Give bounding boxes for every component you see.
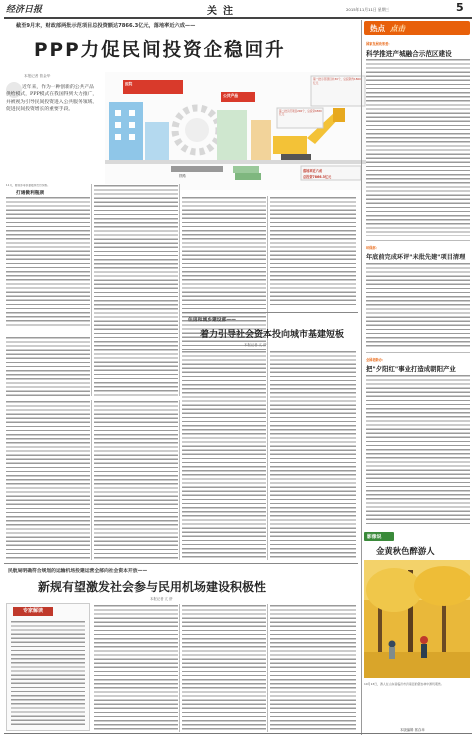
second-body-col-1 bbox=[182, 350, 266, 560]
figure-label-hospital: 医院 bbox=[125, 82, 133, 86]
sidebar-title-accent: 点击 bbox=[390, 24, 405, 33]
bottom-body-col-3 bbox=[270, 604, 356, 732]
lead-body-col-1: 11月，财政部等部委陆续出台实施。 打通微利瓶颈 bbox=[6, 184, 90, 396]
photo-image bbox=[364, 560, 470, 678]
bottom-byline: 本报记者 亢 舒 bbox=[150, 597, 173, 601]
second-headline: 着力引导社会资本投向城市基建短板 bbox=[200, 330, 345, 340]
date-line: 2015年11月11日 星期三 bbox=[346, 7, 390, 12]
second-body-col-2 bbox=[270, 350, 356, 560]
lead-intro: 近年来，作为一种创新的公共产品供给模式，PPP模式在我国得到大力推广，并被视为引导民间投资进入公共服务领域、促进民间投资增长的重要手段。 bbox=[6, 85, 98, 113]
photo-caption: 10月13日，游人在山东省临沂市沂南县的银杏林中游玩观赏。 bbox=[364, 682, 444, 686]
sidebar-item-3-body bbox=[366, 374, 470, 526]
expert-box-title: 专家解读 bbox=[13, 607, 53, 616]
figure-banner-second: 第二批示范项目206个，总投资6589亿元 bbox=[279, 110, 322, 117]
paper-name: 经济日报 bbox=[6, 5, 43, 15]
masthead bbox=[0, 0, 476, 17]
masthead-rule bbox=[4, 17, 472, 19]
bottom-body-col-2 bbox=[182, 604, 266, 732]
sidebar-item-1-kicker: 国家发展改革委： bbox=[366, 42, 392, 46]
lead-kicker: 截至9月末，财政部两批示范项目总投资额达7866.3亿元，落地率近六成—— bbox=[16, 23, 196, 29]
sidebar-title: 热点 bbox=[370, 24, 385, 33]
bottom-story-rule bbox=[4, 563, 358, 564]
footer-editors: 本版编辑 郭存举 bbox=[400, 728, 425, 732]
figure-label-city: 公共产品 bbox=[223, 93, 239, 98]
second-story-rule bbox=[182, 312, 358, 313]
bottom-kicker: 民航局明确符合规划的运输机场投建运营全部向社会资本开放—— bbox=[8, 569, 148, 574]
expert-box bbox=[6, 603, 90, 731]
sidebar-item-1-body bbox=[366, 58, 470, 236]
lead-col-1-lines bbox=[6, 196, 90, 326]
footer-rule bbox=[4, 733, 472, 734]
page-number: 5 bbox=[456, 1, 464, 14]
photo-column-header bbox=[364, 532, 470, 541]
lead-body-col-2-cont bbox=[94, 400, 178, 560]
ginkgo-photo-svg bbox=[364, 560, 470, 678]
expert-box-lines bbox=[11, 620, 85, 728]
lead-body-col-4 bbox=[270, 196, 356, 308]
figure-stat-b: 总投资7866.3亿元 bbox=[303, 175, 332, 179]
col-divider bbox=[179, 400, 180, 560]
col-divider bbox=[267, 604, 268, 732]
lead-body-col-1-cont bbox=[6, 400, 90, 560]
bottom-body-col-1 bbox=[94, 604, 178, 732]
figure-label-railway: 铁路 bbox=[179, 174, 186, 178]
infographic-svg bbox=[105, 72, 367, 190]
sidebar-item-2-title: 年底前完成环评"未批先建"项目清理 bbox=[366, 254, 466, 261]
sidebar-item-divider bbox=[366, 240, 470, 241]
photo-title: 金黄秋色醉游人 bbox=[376, 546, 435, 556]
col-divider bbox=[179, 604, 180, 732]
figure-stat-a: 落地率近六成 bbox=[303, 169, 323, 173]
sidebar-item-1-title: 科学推进产城融合示范区建设 bbox=[366, 50, 452, 58]
sidebar-item-3-title: 把"夕阳红"事业打造成朝阳产业 bbox=[366, 365, 456, 373]
second-kicker: 住房和城乡建设部—— bbox=[188, 318, 236, 323]
sidebar-item-3-kicker: 全国老龄办： bbox=[366, 358, 386, 362]
lead-byline: 本报记者 曾金华 bbox=[24, 74, 51, 78]
section-title: 关注 bbox=[207, 6, 239, 17]
sidebar-divider bbox=[361, 20, 362, 735]
col-divider bbox=[91, 400, 92, 560]
col-divider bbox=[267, 350, 268, 560]
second-byline: 本报记者 亢 舒 bbox=[244, 343, 267, 347]
photo-column-label: 影像说 bbox=[367, 535, 382, 540]
sidebar-item-2-kicker: 环保部： bbox=[366, 246, 379, 250]
col-divider bbox=[91, 184, 92, 396]
lead-headline: PPP力促民间投资企稳回升 bbox=[34, 40, 286, 61]
bottom-headline: 新规有望激发社会参与民用机场建设积极性 bbox=[38, 580, 267, 594]
sidebar-item-2-body bbox=[366, 262, 470, 348]
sidebar-item-divider bbox=[366, 352, 470, 353]
lead-infographic bbox=[105, 72, 367, 190]
lead-body-col-2 bbox=[94, 184, 178, 396]
sidebar-header bbox=[364, 21, 470, 35]
lead-subhead-1: 打通微利瓶颈 bbox=[16, 191, 45, 197]
figure-banner-total: 第一批示范项目共30个，总投资约1800亿元 bbox=[313, 77, 361, 85]
lead-col-1-lines-b bbox=[6, 336, 90, 396]
col-divider bbox=[179, 184, 180, 396]
